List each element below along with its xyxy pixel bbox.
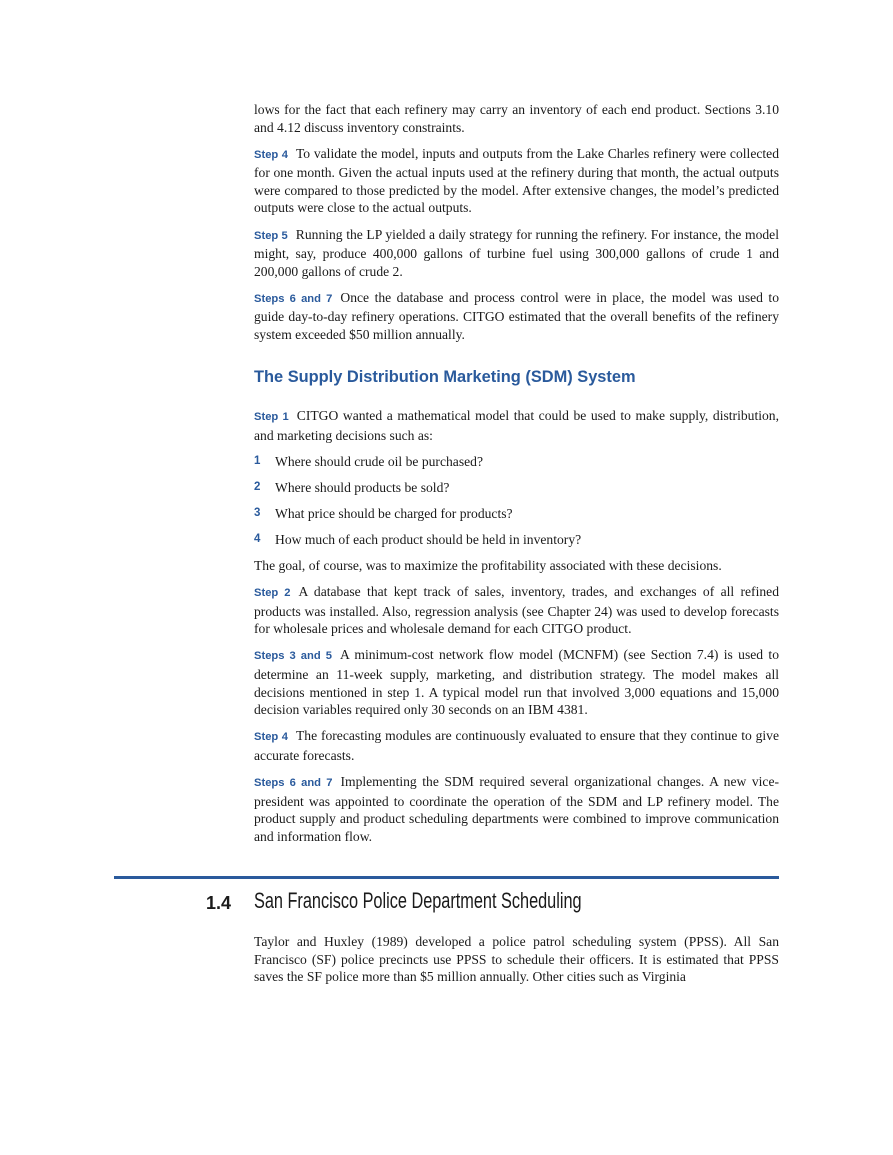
step-label: Step 4 — [254, 148, 288, 161]
text-column-section — [254, 933, 779, 994]
paragraph-sdm-steps-6-7 — [254, 773, 779, 845]
list-text: Where should products be sold? — [275, 479, 450, 495]
paragraph-text: CITGO wanted a mathematical model that could be used to make supply, distribution, and marketing decisions such as: — [254, 408, 779, 443]
paragraph-text: Running the LP yielded a daily strategy for running the refinery. For instance, the model might, say, produce 400,000 gallons of turbine fuel using 300,000 gallons of crude 1 and 200,000 gallons of crude 2. — [254, 226, 779, 279]
step-label: Steps 6 and 7 — [254, 777, 333, 789]
list-item — [254, 479, 779, 497]
step-label: Step 1 — [254, 411, 289, 423]
text-column-top — [254, 101, 779, 352]
step-label: Steps 3 and 5 — [254, 650, 332, 663]
paragraph-text: A minimum-cost network flow model (MCNFM) (see Section 7.4) is used to determine an 11-week supply, marketing, and distribution strategy. The model makes all decisions mentioned in step 1. A typical model run that involved 3,000 equations and 15,000 decision variables required only 30 seconds on an IBM 4381. — [254, 647, 780, 718]
list-item — [254, 531, 779, 549]
list-number: 1 — [254, 454, 261, 467]
text-column-sdm — [254, 407, 779, 854]
paragraph-text: Taylor and Huxley (1989) developed a police patrol scheduling system (PPSS). All San Francisco (SF) police precincts use PPSS to schedule their officers. It is estimated that PPSS saves the SF police more than $5 million annually. Other cities such as Virginia — [254, 934, 779, 985]
paragraph-text: The forecasting modules are continuously evaluated to ensure that they continue to give accurate forecasts. — [254, 728, 779, 763]
list-item — [254, 505, 779, 523]
paragraph-text: A database that kept track of sales, inventory, trades, and exchanges of all refined products was installed. Also, regression analysis (see Chapter 24) was used to develop forecasts for wholesale prices and wholesale demand for each CITGO product. — [254, 584, 779, 637]
list-text: What price should be charged for products? — [275, 505, 513, 521]
paragraph-text: lows for the fact that each refinery may carry an inventory of each end product. Sections 3.10 and 4.12 discuss inventory constraints. — [254, 102, 779, 135]
paragraph-text: To validate the model, inputs and outputs from the Lake Charles refinery were collected for one month. Given the actual inputs used at the refinery during that month, the actual outputs were compared to those predicted by the model. After extensive changes, the model’s predicted outputs were close to the actual outputs. — [254, 145, 779, 216]
paragraph-steps-6-7 — [254, 289, 779, 344]
paragraph-sdm-steps-3-5 — [254, 646, 779, 718]
paragraph-goal — [254, 557, 779, 575]
step-label: Step 4 — [254, 731, 288, 744]
section-divider — [114, 876, 779, 879]
paragraph-text: The goal, of course, was to maximize the profitability associated with these decisions. — [254, 558, 722, 574]
section-title: San Francisco Police Department Scheduling — [254, 888, 582, 913]
paragraph-sdm-step-4 — [254, 727, 779, 764]
step-label: Step 5 — [254, 229, 288, 242]
paragraph-step-4 — [254, 145, 779, 217]
paragraph-section-body — [254, 933, 779, 986]
paragraph-step-5 — [254, 226, 779, 281]
section-subheading: The Supply Distribution Marketing (SDM) System — [254, 368, 636, 386]
paragraph-continuation — [254, 101, 779, 136]
list-number: 3 — [254, 506, 261, 519]
section-number: 1.4 — [206, 893, 232, 913]
paragraph-sdm-step-2 — [254, 583, 779, 638]
list-text: Where should crude oil be purchased? — [275, 453, 483, 469]
list-text: How much of each product should be held in inventory? — [275, 531, 582, 547]
paragraph-sdm-step-1 — [254, 407, 779, 444]
paragraph-text: Once the database and process control were in place, the model was used to guide day-to-day refinery operations. CITGO estimated that the overall benefits of the refinery system exceeded $50 million annually. — [254, 289, 780, 343]
list-number: 2 — [254, 480, 261, 493]
paragraph-text: Implementing the SDM required several organizational changes. A new vice-president was appointed to coordinate the operation of the SDM and LP refinery model. The product supply and product scheduling departments were combined to improve communication and information flow. — [254, 774, 780, 844]
list-number: 4 — [254, 532, 261, 545]
list-item — [254, 453, 779, 471]
step-label: Step 2 — [254, 587, 291, 600]
step-label: Steps 6 and 7 — [254, 292, 333, 305]
